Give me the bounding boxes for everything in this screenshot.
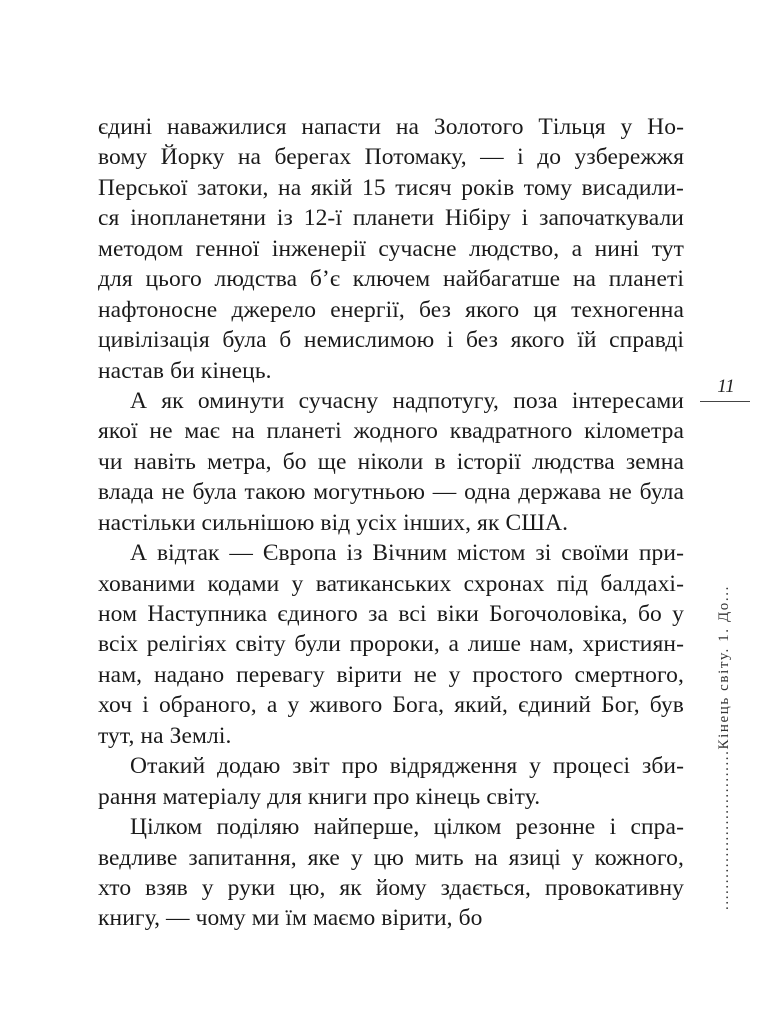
text-line: тут, на Землі. (98, 722, 232, 749)
text-line: нам, надано перевагу вірити не у простого смертного, (98, 661, 684, 688)
body-text (98, 112, 684, 934)
text-line: хто взяв у руки цю, як йому здається, провокативну (98, 874, 684, 901)
page-sidebar (698, 370, 754, 910)
text-line: ведливе запитання, яке у цю мить на язиці у кожного, (98, 844, 684, 871)
running-head-container (712, 412, 738, 910)
text-line: настав би кінець. (98, 357, 272, 384)
text-line: вому Йорку на берегах Потомаку, — і до узбережжя (98, 144, 684, 171)
running-head: ..............................Кінець світу. 1. До... (716, 585, 732, 910)
text-line: А відтак — Європа із Вічним містом зі своїми при- (130, 540, 684, 567)
text-line: книгу, — чому ми їм маємо вірити, бо (98, 905, 483, 932)
text-line: Отакий додаю звіт про відрядження у процесі зби- (130, 753, 684, 780)
text-line: для цього людства б’є ключем найбагатше на планеті (98, 266, 684, 293)
text-line: цивілізація була б немислимою і без якого їй справді (98, 327, 684, 354)
text-line: якої не має на планеті жодного квадратного кілометра (98, 418, 684, 445)
text-line: рання матеріалу для книги про кінець світу. (98, 783, 541, 810)
text-line: Перської затоки, на якій 15 тисяч років тому висадили- (98, 174, 684, 201)
text-line: влада не була такою могутньою — одна держава не була (98, 479, 684, 506)
text-line: єдині наважилися напасти на Золотого Тільця у Но- (98, 114, 684, 140)
text-line: Цілком поділяю найперше, цілком резонне і спра- (130, 814, 684, 841)
text-line: настільки сильнішою від усіх інших, як США. (98, 509, 569, 536)
text-line: всіх релігіях світу були пророки, а лише нам, християн- (98, 631, 684, 658)
text-line: ном Наступника єдиного за всі віки Богочоловіка, бо у (98, 601, 684, 627)
text-line: хованими кодами у ватиканських схронах під балдахі- (98, 570, 684, 597)
text-line: методом генної інженерії сучасне людство, а нині тут (98, 235, 684, 262)
text-line: чи навіть метра, бо ще ніколи в історії людства земна (98, 448, 684, 475)
page-number: 11 (717, 376, 735, 397)
text-line: А як оминути сучасну надпотугу, поза інтересами (130, 387, 684, 414)
page-number-rule (700, 401, 750, 402)
text-line: хоч і обраного, а у живого Бога, який, єдиний Бог, був (98, 692, 684, 719)
text-line: ся інопланетяни із 12-ї планети Нібіру і започаткували (98, 205, 684, 232)
text-line: нафтоносне джерело енергії, без якого ця техногенна (98, 296, 684, 323)
